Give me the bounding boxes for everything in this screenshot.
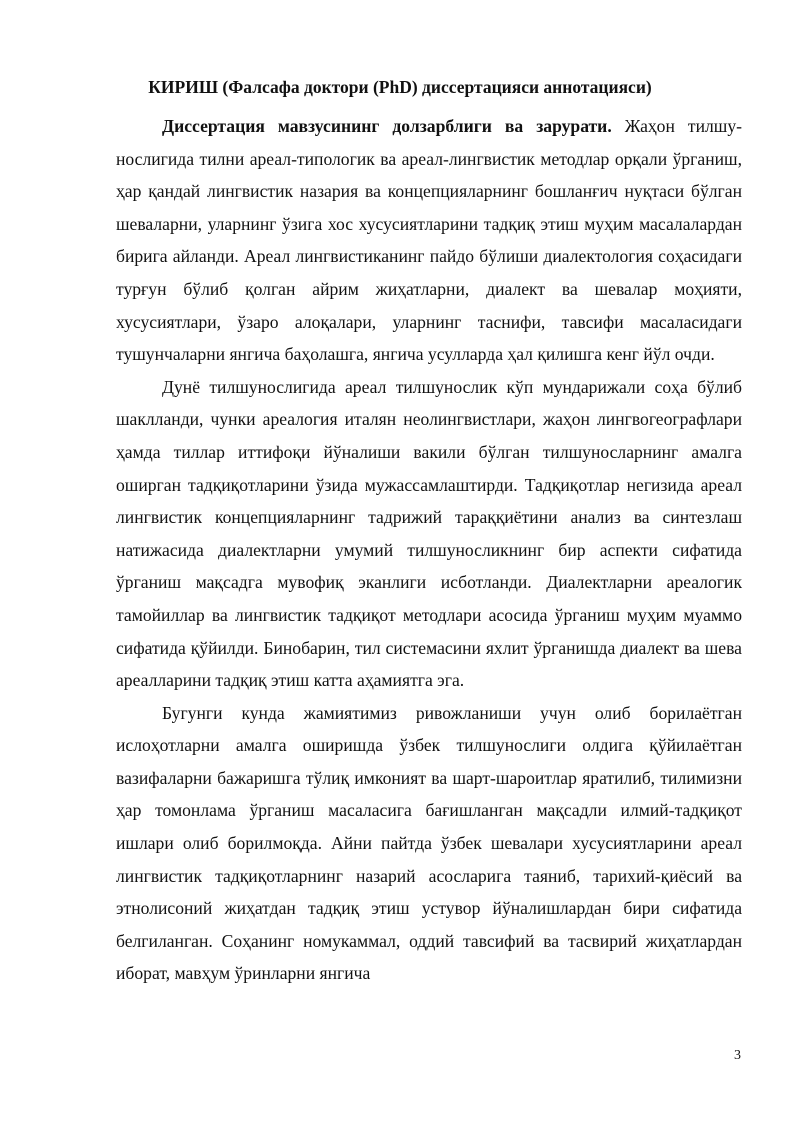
paragraph-text: Жаҳон тилшунослигида тилни ареал-типологик ва ареал-лингвистик методлар орқали ўрганиш, ҳар қандай лингвистик назария ва концепцияларнинг бошланғич нуқтаси бўлган шеваларни, уларнинг ўзига хос хусусиятларини тадқиқ этиш муҳим масалалардан бирига айланди. Ареал лингвистиканинг пайдо бўлиши диалектология соҳасидаги турғун бўлиб қолган айрим жиҳатларни, диалект ва шевалар моҳияти, хусусиятлари, ўзаро алоқалари, уларнинг таснифи, тавсифи масаласидаги тушунчаларни янгича баҳолашга, янгича усулларда ҳал қилишга кенг йўл очди. bbox=[116, 116, 742, 365]
paragraph-relevance bbox=[116, 110, 742, 371]
paragraph-current-state: Бугунги кунда жамиятимиз ривожланиши учун олиб борилаётган ислоҳотларни амалга оширишда ўзбек тилшунослиги олдига қўйилаётган вазифаларни бажаришга тўлиқ имконият ва шарт-шароитлар яратилиб, тилимизни ҳар томонлама ўрганиш масаласига бағишланган мақсадли илмий-тадқиқот ишлари олиб борилмоқда. Айни пайтда ўзбек шевалари хусусиятларини ареал лингвистик тадқиқотларнинг назарий асосларига таяниб, тарихий-қиёсий ва этнолисоний жиҳатдан тадқиқ этиш устувор йўналишлардан бири сифатида белгиланган. Соҳанинг номукаммал, оддий тавсифий ва тасвирий жиҳатлардан иборат, мавҳум ўринларни янгича bbox=[116, 702, 742, 984]
document-body bbox=[116, 110, 742, 990]
paragraph-heading: Диссертация мавзусининг долзарблиги ва зарурати. bbox=[162, 116, 612, 136]
page-title: КИРИШ (Фалсафа доктори (PhD) диссертацияси аннотацияси) bbox=[148, 77, 652, 97]
paragraph-areal-linguistics: Дунё тилшунослигида ареал тилшунослик кўп мундарижали соҳа бўлиб шаклланди, чунки ареалогия италян неолингвистлари, жаҳон лингвогеографлари ҳамда тиллар иттифоқи йўналиши вакили бўлган тилшуносларнинг амалга оширган тадқиқотларини ўзида мужассамлаштирди. Тадқиқотлар негизида ареал лингвистик концепцияларнинг тадрижий тараққиётини анализ ва синтезлаш натижасида диалектларни умумий тилшуносликнинг бир аспекти сифатида ўрганиш мақсадга мувофиқ эканлиги исботланди. Диалектларни ареалогик тамойиллар ва лингвистик тадқиқот методлари асосида ўрганиш муҳим муаммо сифатида қўйилди. Бинобарин, тил системасини яхлит ўрганишда диалект ва шева ареалларини тадқиқ этиш катта аҳамиятга эга. bbox=[116, 376, 742, 691]
page-number: 3 bbox=[734, 1048, 741, 1063]
